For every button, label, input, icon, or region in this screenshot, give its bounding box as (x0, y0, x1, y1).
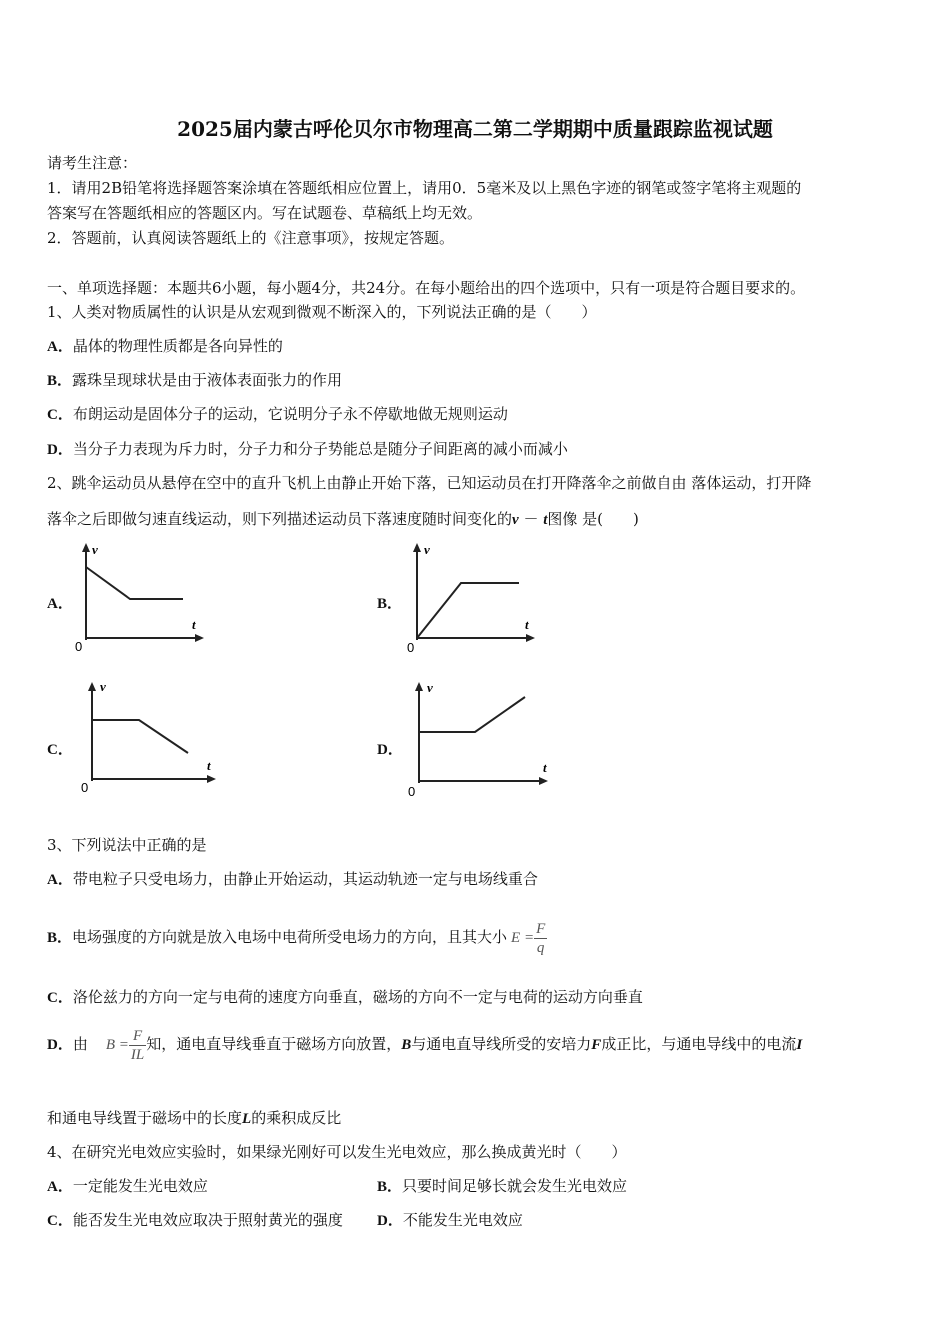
option-text: 电场强度的方向就是放入电场中电荷所受电场力的方向，且其大小 (72, 928, 508, 946)
q3-stem: 3、下列说法中正确的是 (47, 836, 207, 854)
option-label: D． (47, 442, 73, 458)
option-text: 不能发生光电效应 (402, 1211, 523, 1229)
notice-item-1b: 答案写在答题纸相应的答题区内。写在试题卷、草稿纸上均无效。 (47, 204, 483, 222)
q3-option-d-line2 (47, 1107, 341, 1130)
option-text: 洛伦兹力的方向一定与电荷的速度方向垂直，磁场的方向不一定与电荷的运动方向垂直 (72, 988, 643, 1006)
notice-item-1a: 1．请用2B铅笔将选择题答案涂填在答题纸相应位置上，请用0．5毫米及以上黑色字迹的钢笔或签字笔将主观题的 (47, 179, 802, 197)
axis-label-v: v (427, 680, 433, 695)
velocity-curve (86, 567, 183, 599)
velocity-curve (419, 697, 525, 732)
axis-label-t: t (192, 617, 196, 632)
var-b: B (401, 1037, 412, 1053)
notice-heading: 请考生注意： (47, 154, 138, 172)
option-label: B． (47, 930, 73, 946)
option-text: 露珠呈现球状是由于液体表面张力的作用 (72, 371, 343, 389)
formula-lhs: B = (105, 1037, 129, 1053)
option-label: C． (47, 990, 73, 1006)
q2-graph-c (78, 675, 223, 800)
origin-label: 0 (81, 780, 89, 795)
formula-denominator: IL (130, 1046, 145, 1063)
formula-fraction (534, 920, 547, 957)
axis-label-t: t (543, 760, 547, 775)
var-i: I (796, 1037, 803, 1053)
option-label: A． (47, 339, 73, 355)
y-axis-arrow-icon (88, 682, 96, 691)
q2-var-v: v (512, 512, 519, 528)
var-l: L (242, 1111, 252, 1127)
velocity-curve (92, 720, 188, 753)
q3-option-b (47, 915, 547, 960)
formula-numerator: F (129, 1027, 146, 1046)
option-text: 带电粒子只受电场力，由静止开始运动，其运动轨迹一定与电场线重合 (72, 870, 538, 888)
formula-numerator: F (536, 920, 546, 937)
q1-stem: 1、人类对物质属性的认识是从宏观到微观不断深入的，下列说法正确的是（ ） (47, 303, 597, 321)
q2-option-a-label: A． (47, 596, 73, 612)
x-axis-arrow-icon (195, 634, 204, 642)
q2-option-c-label: C． (47, 742, 73, 758)
option-label: D． (377, 1213, 403, 1229)
q2-dash: － (518, 510, 544, 528)
x-axis-arrow-icon (207, 775, 216, 783)
option-label: A． (47, 872, 73, 888)
var-f: F (591, 1037, 602, 1053)
section-heading: 一、单项选择题：本题共6小题，每小题4分，共24分。在每小题给出的四个选项中，只有一项是符合题目要求的。 (47, 279, 806, 297)
option-label: D． (47, 1037, 73, 1053)
option-text: 能否发生光电效应取决于照射黄光的强度 (72, 1211, 343, 1229)
option-text: 当分子力表现为斥力时，分子力和分子势能总是随分子间距离的减小而减小 (72, 440, 568, 458)
q4-option-c (47, 1209, 343, 1232)
q1-option-d (47, 438, 568, 461)
origin-label: 0 (407, 640, 415, 655)
y-axis-arrow-icon (82, 543, 90, 552)
q3-option-a (47, 868, 538, 891)
q2-stem-line2 (47, 508, 639, 531)
y-axis-arrow-icon (413, 543, 421, 552)
q1-option-b (47, 369, 342, 392)
q2-option-d-label: D． (377, 742, 403, 758)
q3-option-c (47, 986, 643, 1009)
option-label: B． (377, 1179, 403, 1195)
q2-graph-d (405, 675, 555, 800)
q3-option-d-line1 (47, 1022, 802, 1067)
option-label: C． (47, 1213, 73, 1229)
page-title: 2025届内蒙古呼伦贝尔市物理高二第二学期期中质量跟踪监视试题 (177, 117, 773, 141)
q4-stem: 4、在研究光电效应实验时，如果绿光刚好可以发生光电效应，那么换成黄光时（ ） (47, 1143, 627, 1161)
axis-label-t: t (207, 758, 211, 773)
option-text-line2b: 的乘积成反比 (251, 1109, 342, 1127)
option-text: 布朗运动是固体分子的运动，它说明分子永不停歇地做无规则运动 (72, 405, 508, 423)
axis-label-v: v (424, 542, 430, 557)
axis-label-v: v (100, 679, 106, 694)
origin-label: 0 (408, 784, 416, 799)
axis-label-t: t (525, 617, 529, 632)
q1-option-c (47, 403, 508, 426)
y-axis-arrow-icon (415, 682, 423, 691)
q2-stem-end: 图像 是( ) (547, 510, 639, 528)
q2-var-t: t (543, 512, 548, 528)
axis-label-v: v (92, 542, 98, 557)
formula-lhs: E = (511, 930, 535, 946)
formula-fraction (129, 1027, 146, 1064)
x-axis-arrow-icon (539, 777, 548, 785)
x-axis-arrow-icon (526, 634, 535, 642)
q2-graph-a (72, 540, 212, 655)
q4-option-a (47, 1175, 208, 1198)
origin-label: 0 (75, 639, 83, 654)
option-text-pre: 由 (72, 1035, 88, 1053)
velocity-curve (417, 583, 519, 638)
option-label: B． (47, 373, 73, 389)
q2-graph-b (403, 540, 548, 655)
option-text-mid1: 知，通电直导线垂直于磁场方向放置， (146, 1035, 402, 1053)
option-text-line2a: 和通电导线置于磁场中的长度 (47, 1109, 243, 1127)
q2-stem-line1: 2、跳伞运动员从悬停在空中的直升飞机上由静止开始下落，已知运动员在打开降落伞之前做自由 落体运动，打开降 (47, 474, 812, 492)
formula-denominator: q (536, 939, 545, 956)
q2-option-b-label: B． (377, 596, 403, 612)
option-label: A． (47, 1179, 73, 1195)
q4-option-b (377, 1175, 627, 1198)
option-text-mid3: 成正比，与通电导线中的电流 (601, 1035, 797, 1053)
option-text: 一定能发生光电效应 (72, 1177, 208, 1195)
option-text: 晶体的物理性质都是各向异性的 (72, 337, 283, 355)
option-label: C． (47, 407, 73, 423)
option-text: 只要时间足够长就会发生光电效应 (402, 1177, 628, 1195)
q2-stem-text: 落伞之后即做匀速直线运动，则下列描述运动员下落速度随时间变化的 (47, 510, 513, 528)
option-text-mid2: 与通电直导线所受的安培力 (411, 1035, 592, 1053)
q4-option-d (377, 1209, 523, 1232)
notice-item-2: 2．答题前，认真阅读答题纸上的《注意事项》，按规定答题。 (47, 229, 455, 247)
q1-option-a (47, 335, 283, 358)
